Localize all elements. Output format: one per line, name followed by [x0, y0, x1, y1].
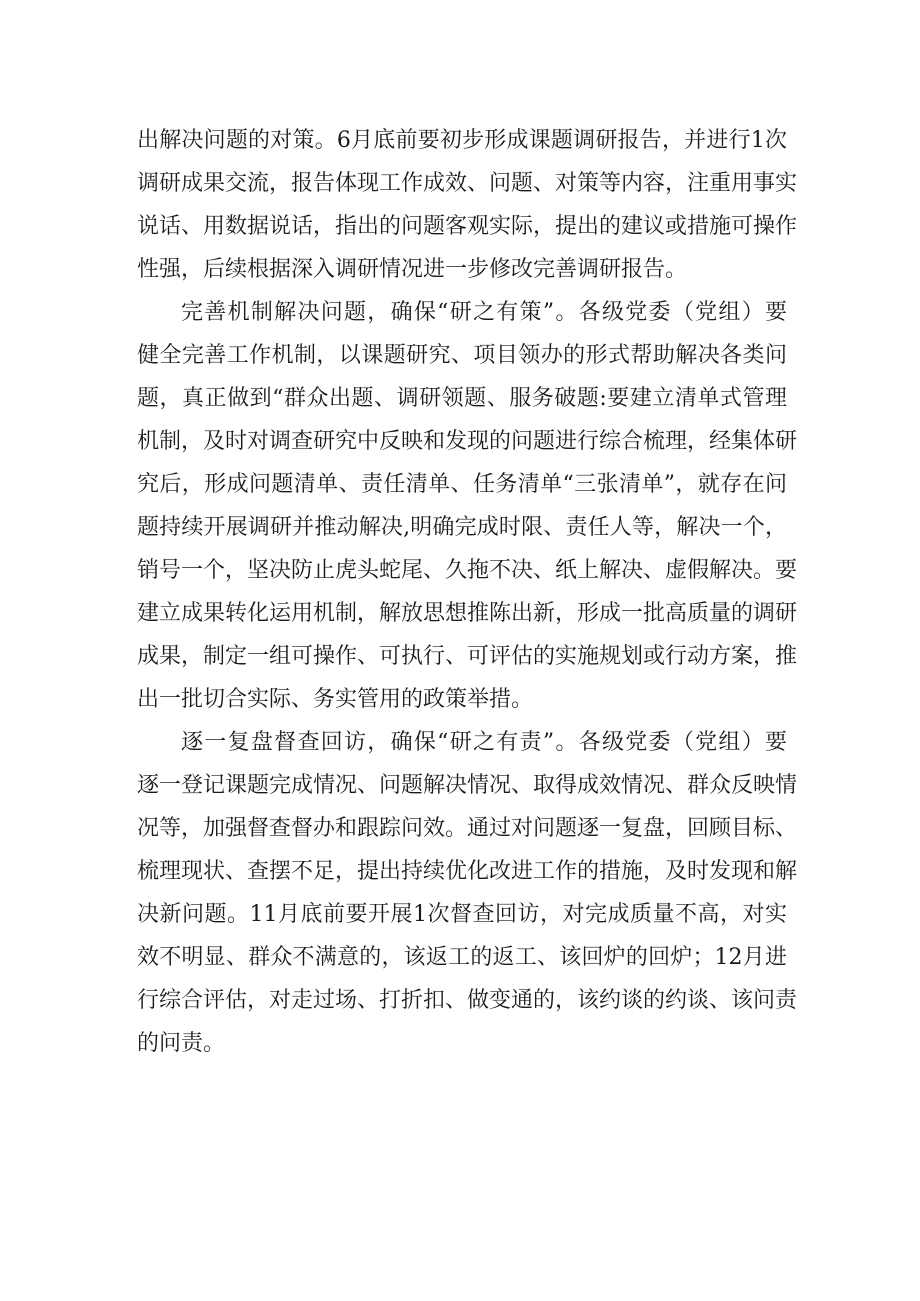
text-line: 销号一个，坚决防止虎头蛇尾、久拖不决、纸上解决、虚假解决。要: [137, 558, 798, 583]
text-line: 的问责。: [137, 1031, 226, 1056]
text-line: 效不明显、群众不满意的，该返工的返工、该回炉的回炉；12月进: [137, 945, 787, 970]
text-line: 究后，形成问题清单、责任清单、任务清单“三张清单”，就存在问: [137, 472, 787, 497]
text-line: 梳理现状、查摆不足，提出持续优化改进工作的措施，及时发现和解: [137, 859, 798, 884]
text-line: 成果，制定一组可操作、可执行、可评估的实施规划或行动方案，推: [137, 644, 798, 669]
text-line: 决新问题。11月底前要开展1次督查回访，对完成质量不高，对实: [137, 902, 787, 927]
text-line: 调研成果交流，报告体现工作成效、问题、对策等内容，注重用事实: [137, 171, 798, 196]
paragraph-2: [137, 291, 798, 721]
text-line: 出一批切合实际、务实管用的政策举措。: [137, 687, 534, 712]
text-line: 况等，加强督查督办和跟踪问效。通过对问题逐一复盘，回顾目标、: [137, 816, 798, 841]
text-line: 性强，后续根据深入调研情况进一步修改完善调研报告。: [137, 257, 688, 282]
document-body: [137, 119, 798, 1065]
paragraph-1: [137, 119, 798, 291]
text-line: 题持续开展调研并推动解决,明确完成时限、责任人等，解决一个，: [137, 515, 787, 540]
text-line: 题，真正做到“群众出题、调研领题、服务破题:要建立清单式管理: [137, 386, 787, 411]
text-line: 出解决问题的对策。6月底前要初步形成课题调研报告，并进行1次: [137, 128, 787, 153]
text-line: 逐一登记课题完成情况、问题解决情况、取得成效情况、群众反映情: [137, 773, 798, 798]
text-line: 建立成果转化运用机制，解放思想推陈出新，形成一批高质量的调研: [137, 601, 798, 626]
paragraph-3: [137, 721, 798, 1065]
text-line: 说话、用数据说话，指出的问题客观实际，提出的建议或措施可操作: [137, 214, 798, 239]
text-line: 逐一复盘督查回访，确保“研之有责”。各级党委（党组）要: [181, 730, 787, 755]
text-line: 完善机制解决问题，确保“研之有策”。各级党委（党组）要: [181, 300, 787, 325]
text-line: 行综合评估，对走过场、打折扣、做变通的，该约谈的约谈、该问责: [137, 988, 798, 1013]
text-line: 机制，及时对调查研究中反映和发现的问题进行综合梳理，经集体研: [137, 429, 798, 454]
text-line: 健全完善工作机制，以课题研究、项目领办的形式帮助解决各类问: [137, 343, 787, 368]
